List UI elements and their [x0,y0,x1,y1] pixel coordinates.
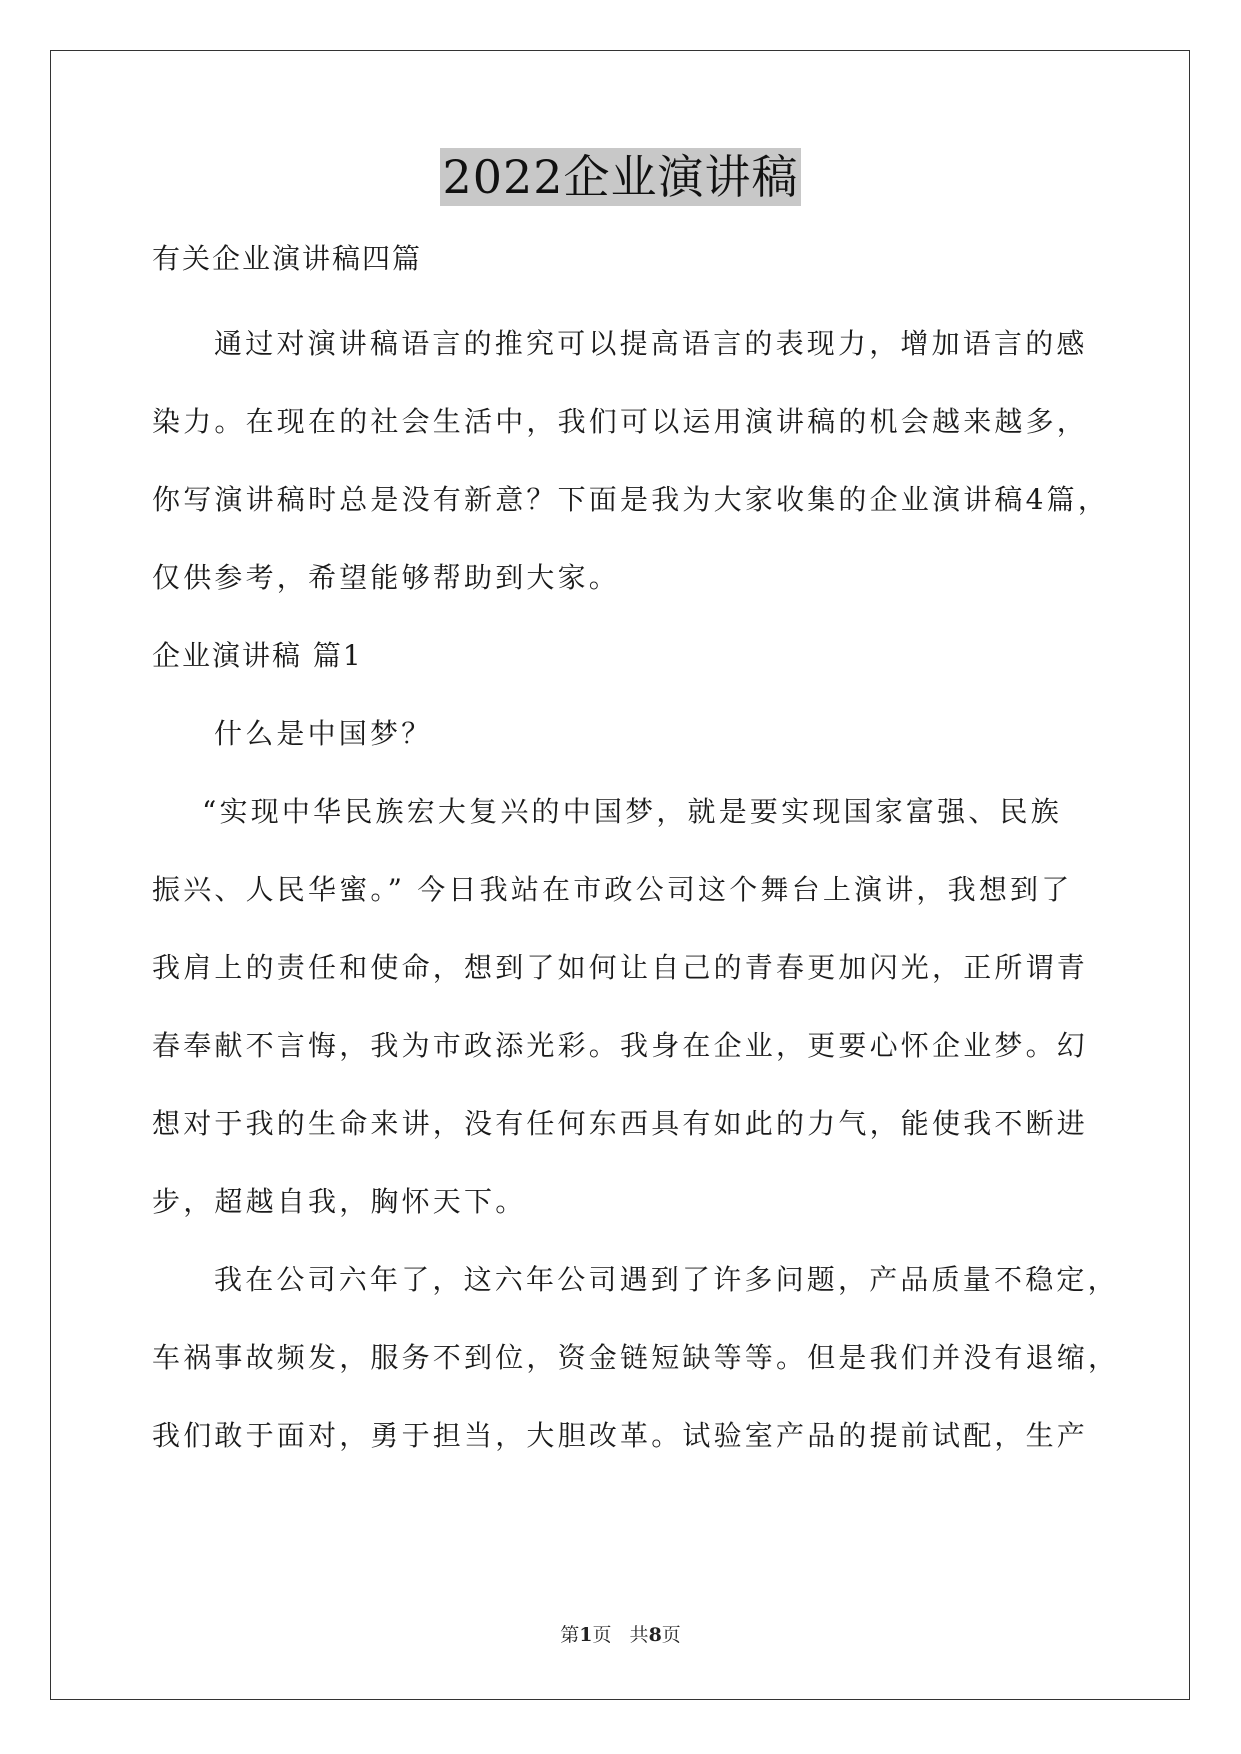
text-line: 仅供参考，希望能够帮助到大家。 [152,561,621,594]
title-container [0,148,1241,206]
text-line: 车祸事故频发，服务不到位，资金链短缺等等。但是我们并没有退缩， [152,1341,1120,1374]
text-line: 步，超越自我，胸怀天下。 [152,1185,527,1218]
text-line: 染力。在现在的社会生活中，我们可以运用演讲稿的机会越来越多， [152,405,1089,438]
quote-paragraph [152,773,1092,1241]
text-line: 我们敢于面对，勇于担当，大胆改革。试验室产品的提前试配，生产 [152,1419,1089,1452]
text-line: 我肩上的责任和使命，想到了如何让自己的青春更加闪光，正所谓青 [152,951,1089,984]
text-line: 振兴、人民华蜜。” 今日我站在市政公司这个舞台上演讲，我想到了 [152,873,1073,906]
page-prefix: 第 [560,1624,580,1646]
text-line: 通过对演讲稿语言的推究可以提高语言的表现力，增加语言的感 [214,327,1088,360]
text-line: 你写演讲稿时总是没有新意？下面是我为大家收集的企业演讲稿4篇， [152,483,1110,516]
document-title: 2022企业演讲稿 [442,150,799,204]
body-paragraph [152,1241,1120,1475]
intro-paragraph [152,305,1110,617]
section-heading: 企业演讲稿 篇1 [152,639,363,672]
page-mid: 页 共 [592,1624,649,1646]
text-line: “实现中华民族宏大复兴的中国梦，就是要实现国家富强、民族 [202,795,1062,828]
text-line: 什么是中国梦？ [214,717,433,750]
question-paragraph [152,695,1092,773]
page-footer [0,1620,1241,1647]
page-suffix: 页 [661,1624,681,1646]
page-total: 8 [648,1624,662,1646]
text-line: 春奉献不言悔，我为市政添光彩。我身在企业，更要心怀企业梦。幻 [152,1029,1089,1062]
text-line: 我在公司六年了，这六年公司遇到了许多问题，产品质量不稳定， [214,1263,1119,1296]
text-line: 想对于我的生命来讲，没有任何东西具有如此的力气，能使我不断进 [152,1107,1089,1140]
document-subtitle: 有关企业演讲稿四篇 [152,242,423,275]
page-current: 1 [579,1624,593,1646]
document-body [152,235,1120,1475]
